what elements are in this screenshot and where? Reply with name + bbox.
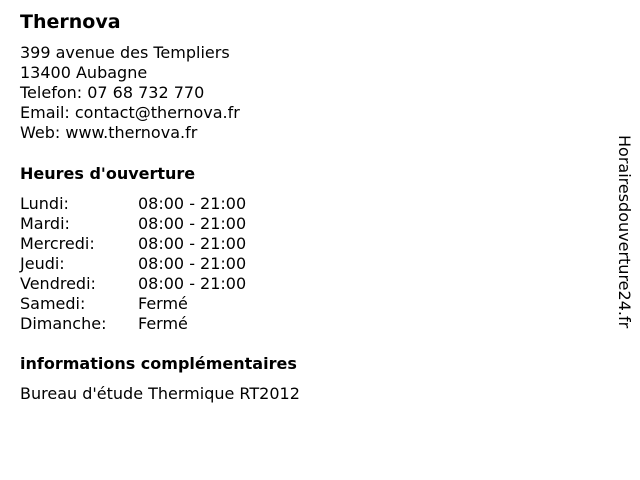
contact-block xyxy=(20,43,240,143)
opening-hours-list xyxy=(20,194,246,334)
info-text: Bureau d'étude Thermique RT2012 xyxy=(20,384,300,403)
phone-line: Telefon: 07 68 732 770 xyxy=(20,83,205,102)
day-label: Jeudi: xyxy=(20,254,65,273)
day-label: Vendredi: xyxy=(20,274,96,293)
hours-row-vendredi xyxy=(20,274,246,294)
web-line: Web: www.thernova.fr xyxy=(20,123,198,142)
time-value: 08:00 - 21:00 xyxy=(138,194,247,213)
business-name: Thernova xyxy=(20,11,121,33)
hours-row-dimanche xyxy=(20,314,246,334)
day-label: Mardi: xyxy=(20,214,70,233)
hours-row-jeudi xyxy=(20,254,246,274)
day-label: Mercredi: xyxy=(20,234,95,253)
day-label: Lundi: xyxy=(20,194,69,213)
hours-row-samedi xyxy=(20,294,246,314)
email-line: Email: contact@thernova.fr xyxy=(20,103,240,122)
time-value: 08:00 - 21:00 xyxy=(138,254,247,273)
hours-row-lundi xyxy=(20,194,246,214)
time-value: Fermé xyxy=(138,294,188,313)
time-value: 08:00 - 21:00 xyxy=(138,234,247,253)
time-value: 08:00 - 21:00 xyxy=(138,274,247,293)
time-value: Fermé xyxy=(138,314,188,333)
day-label: Samedi: xyxy=(20,294,86,313)
day-label: Dimanche: xyxy=(20,314,107,333)
time-value: 08:00 - 21:00 xyxy=(138,214,247,233)
hours-heading: Heures d'ouverture xyxy=(20,164,196,183)
address-line-1: 399 avenue des Templiers xyxy=(20,43,230,62)
hours-row-mercredi xyxy=(20,234,246,254)
info-heading: informations complémentaires xyxy=(20,354,297,373)
hours-row-mardi xyxy=(20,214,246,234)
address-line-2: 13400 Aubagne xyxy=(20,63,148,82)
site-watermark: Horairesdouverture24.fr xyxy=(615,135,634,329)
